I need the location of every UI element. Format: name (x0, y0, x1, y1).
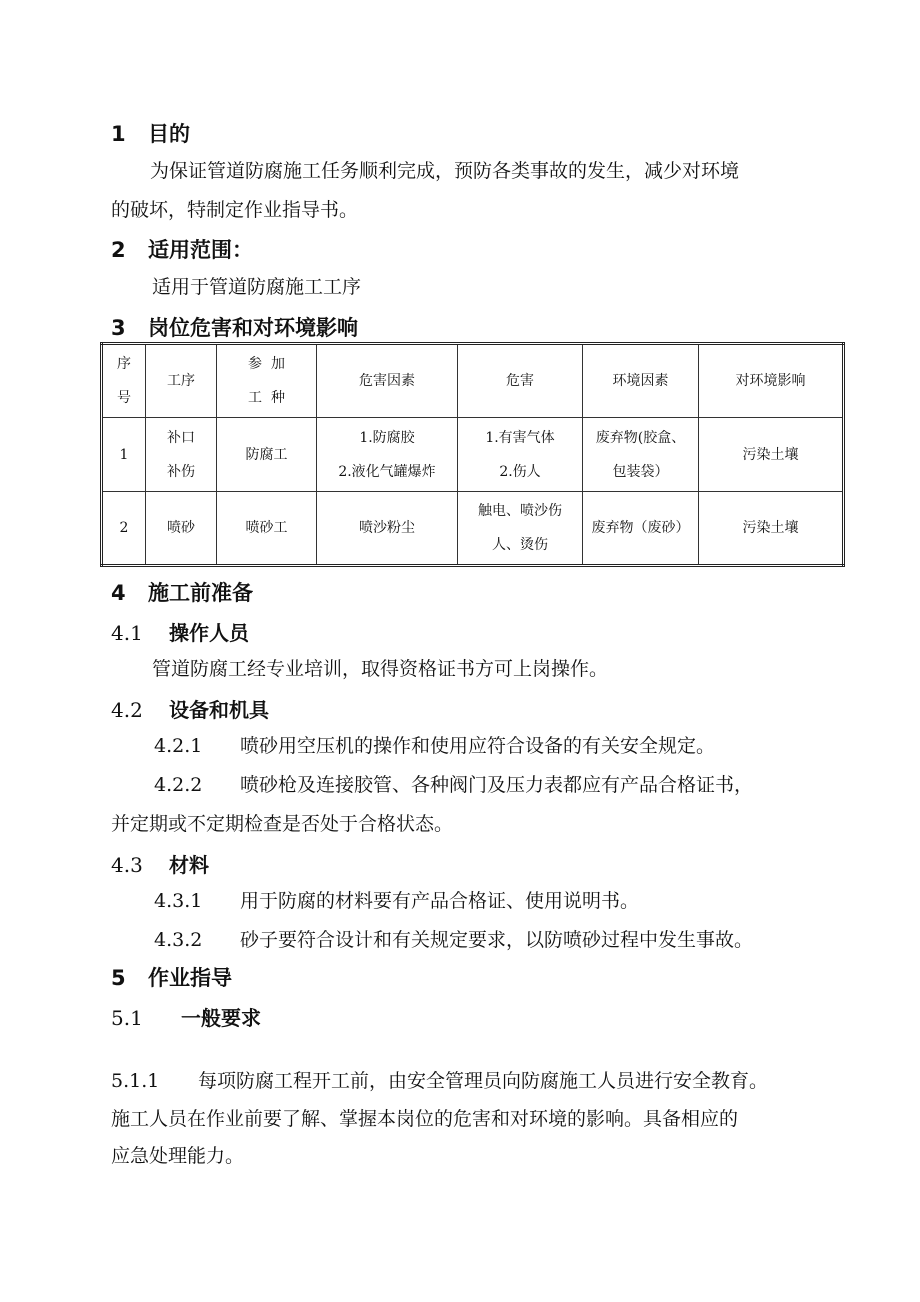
list-item (111, 1068, 768, 1094)
subsection-4-3-heading (111, 849, 209, 878)
item-text: 砂子要符合设计和有关规定要求，以防喷砂过程中发生事故。 (240, 929, 754, 951)
subsection-4-2-heading (111, 694, 269, 723)
table-cell: 污染土壤 (699, 418, 844, 492)
section-title: 适用范围： (148, 238, 253, 262)
section-4-heading (111, 577, 253, 607)
section-title: 施工前准备 (148, 581, 253, 605)
section-title: 岗位危害和对环境影响 (148, 316, 358, 340)
header-cell: 工序 (146, 344, 217, 418)
subsection-title: 操作人员 (169, 621, 249, 645)
table-cell: 废弃物（废砂） (583, 492, 699, 566)
section-number: 2 (111, 238, 126, 262)
header-cell: 危害因素 (317, 344, 458, 418)
subsection-number: 4.1 (111, 621, 143, 645)
subsection-title: 一般要求 (181, 1006, 261, 1030)
hazard-table (100, 342, 845, 567)
table-cell: 2 (102, 492, 146, 566)
section-number: 3 (111, 316, 126, 340)
section-5-heading (111, 962, 232, 992)
section-title: 作业指导 (148, 966, 232, 990)
item-number: 4.2.1 (154, 735, 203, 757)
section-number: 1 (111, 122, 126, 146)
table-cell: 污染土壤 (699, 492, 844, 566)
paragraph: 适用于管道防腐施工工序 (152, 276, 362, 298)
table-cell: 触电、喷沙伤 人、烫伤 (458, 492, 583, 566)
paragraph: 的破坏，特制定作业指导书。 (111, 199, 359, 221)
section-title: 目的 (148, 122, 190, 146)
subsection-number: 5.1 (111, 1006, 143, 1030)
table-cell: 喷砂 (146, 492, 217, 566)
item-number: 4.2.2 (154, 774, 203, 796)
paragraph: 为保证管道防腐施工任务顺利完成，预防各类事故的发生，减少对环境 (150, 160, 740, 182)
item-number: 5.1.1 (111, 1070, 160, 1092)
header-cell: 对环境影响 (699, 344, 844, 418)
section-1-heading (111, 118, 190, 148)
list-item (154, 927, 753, 953)
item-text: 喷砂枪及连接胶管、各种阀门及压力表都应有产品合格证书， (240, 774, 754, 796)
subsection-title: 材料 (169, 853, 209, 877)
section-2-heading (111, 234, 253, 264)
list-item (154, 888, 639, 914)
header-cell: 参 加 工 种 (217, 344, 317, 418)
subsection-number: 4.3 (111, 853, 143, 877)
item-text: 用于防腐的材料要有产品合格证、使用说明书。 (240, 890, 640, 912)
table-cell: 喷沙粉尘 (317, 492, 458, 566)
table-cell: 1.有害气体 2.伤人 (458, 418, 583, 492)
table-cell: 废弃物(胶盒、 包装袋） (583, 418, 699, 492)
item-number: 4.3.1 (154, 890, 203, 912)
subsection-number: 4.2 (111, 698, 143, 722)
section-number: 5 (111, 966, 126, 990)
section-3-heading (111, 312, 358, 342)
subsection-4-1-heading (111, 617, 249, 646)
header-cell: 危害 (458, 344, 583, 418)
paragraph: 应急处理能力。 (111, 1145, 245, 1167)
item-text: 喷砂用空压机的操作和使用应符合设备的有关安全规定。 (240, 735, 716, 757)
item-text: 每项防腐工程开工前，由安全管理员向防腐施工人员进行安全教育。 (198, 1070, 769, 1092)
paragraph: 施工人员在作业前要了解、掌握本岗位的危害和对环境的影响。具备相应的 (111, 1108, 739, 1130)
list-item (154, 733, 715, 759)
table-row (102, 492, 844, 566)
header-cell: 环境因素 (583, 344, 699, 418)
paragraph: 并定期或不定期检查是否处于合格状态。 (111, 813, 454, 835)
list-item (154, 772, 753, 798)
section-number: 4 (111, 581, 126, 605)
item-number: 4.3.2 (154, 929, 203, 951)
table-row (102, 418, 844, 492)
subsection-5-1-heading (111, 1002, 261, 1031)
paragraph: 管道防腐工经专业培训，取得资格证书方可上岗操作。 (152, 658, 609, 680)
table-cell: 防腐工 (217, 418, 317, 492)
subsection-title: 设备和机具 (169, 698, 269, 722)
table-header-row (102, 344, 844, 418)
table-cell: 1 (102, 418, 146, 492)
header-cell: 序 号 (102, 344, 146, 418)
table-cell: 1.防腐胶 2.液化气罐爆炸 (317, 418, 458, 492)
table-cell: 喷砂工 (217, 492, 317, 566)
table-cell: 补口 补伤 (146, 418, 217, 492)
